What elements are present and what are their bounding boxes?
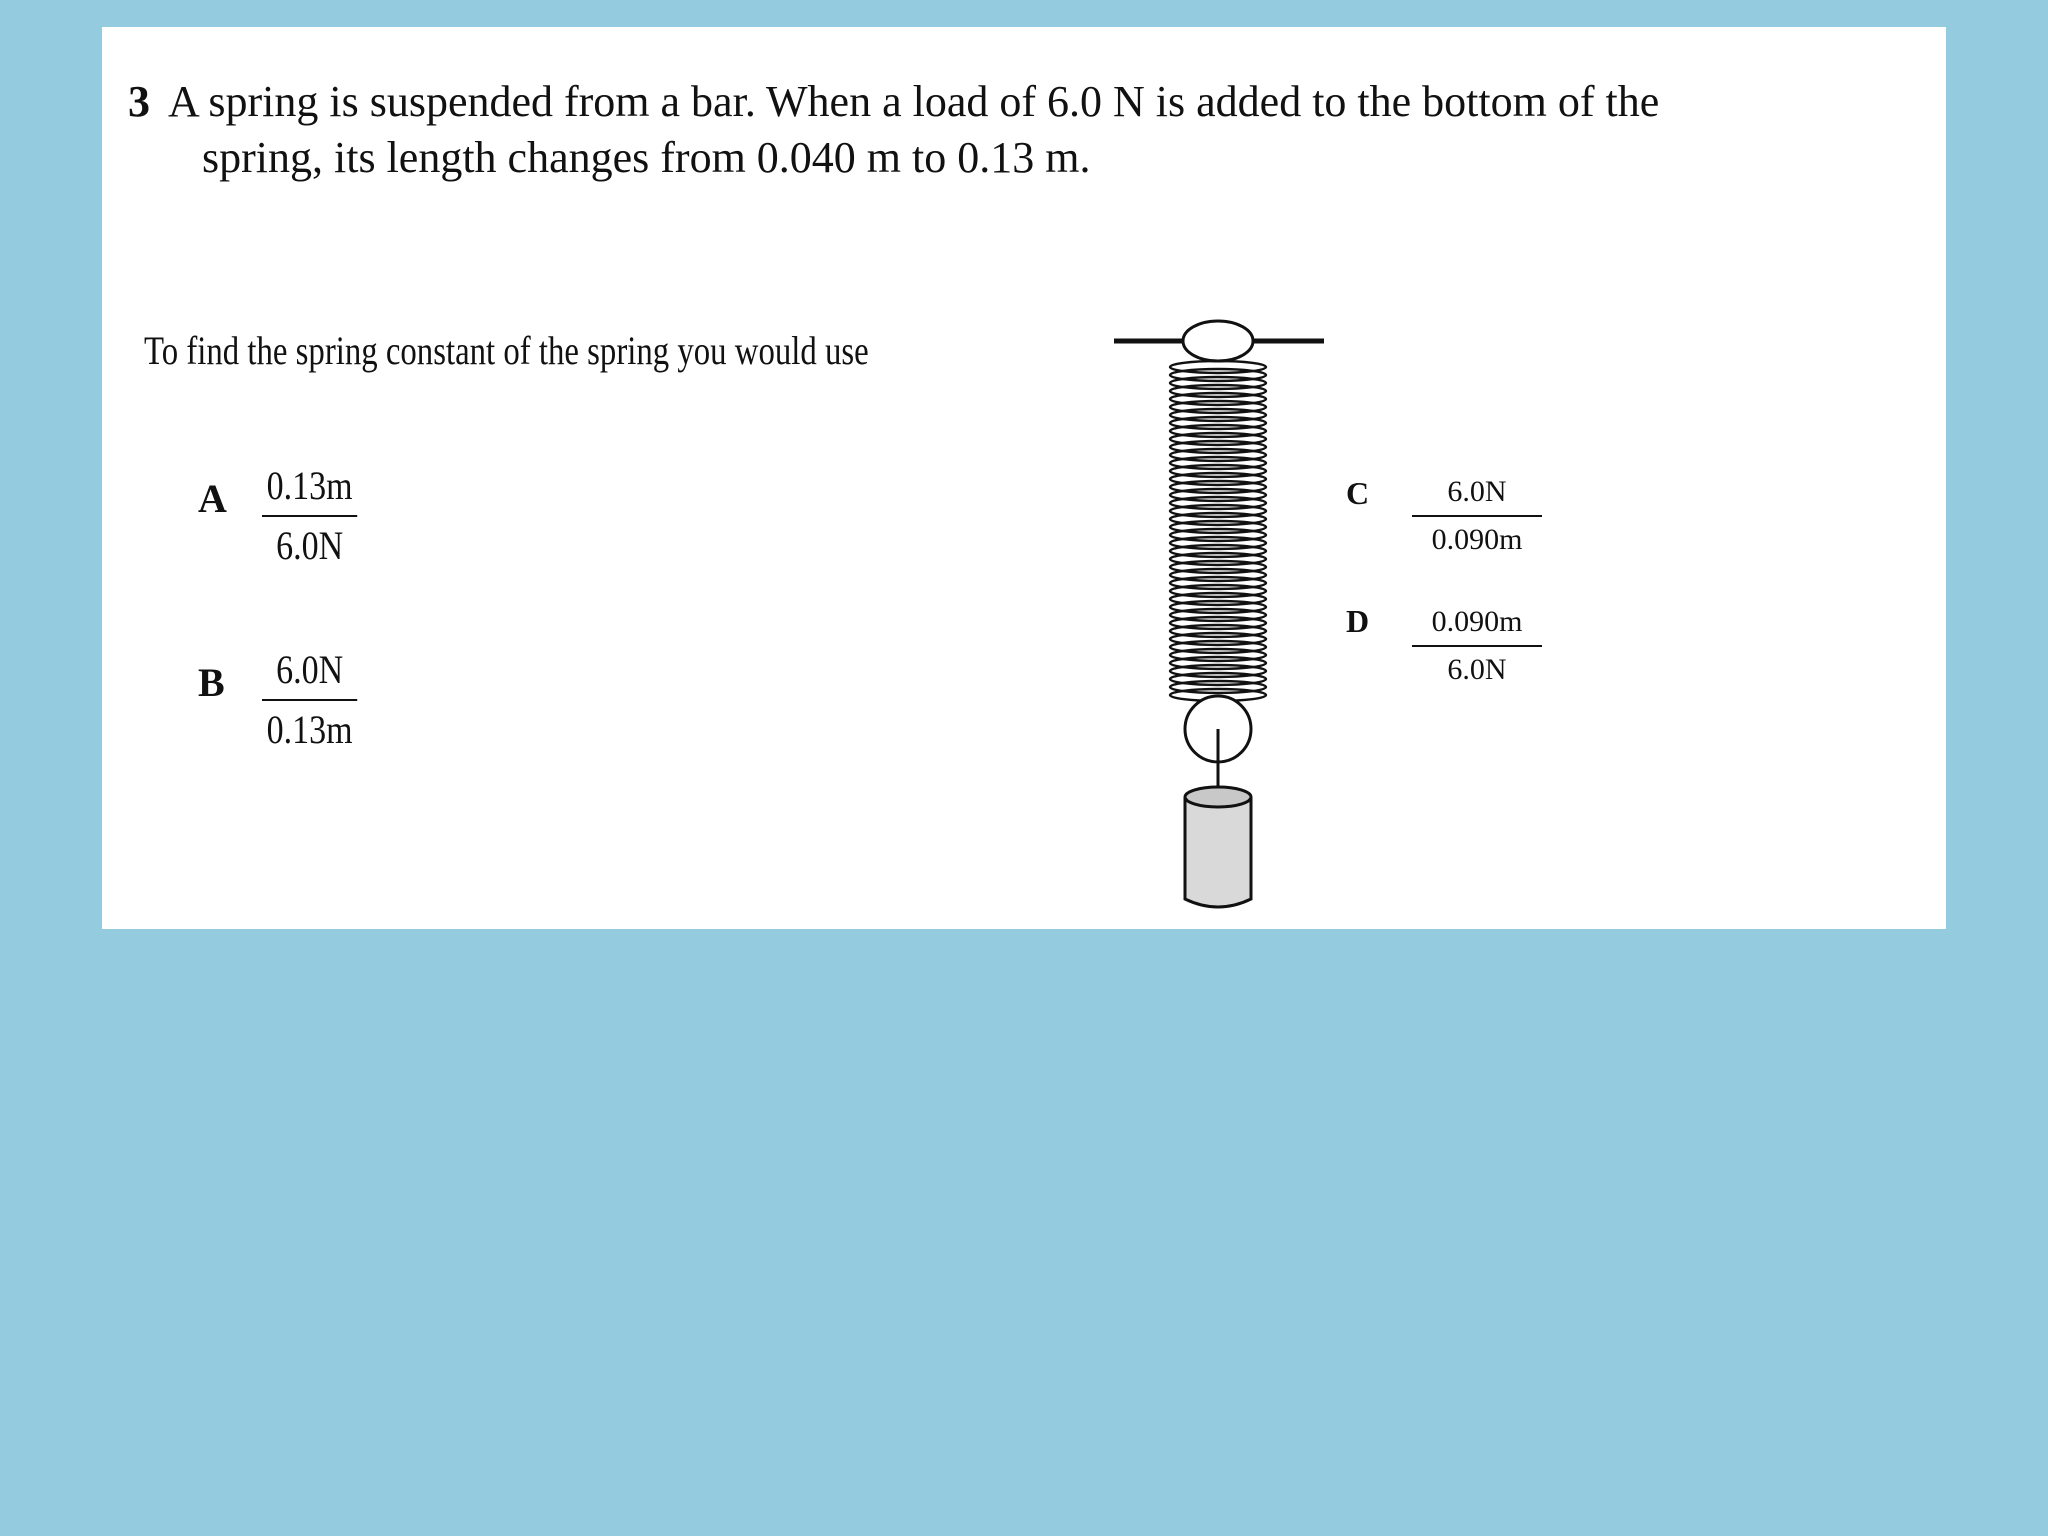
- option-d-denominator: 6.0N: [1447, 653, 1507, 686]
- option-c-denominator: 0.090m: [1431, 523, 1523, 556]
- option-b-fraction-bar: [262, 699, 357, 701]
- option-c-fraction-bar: [1412, 515, 1542, 517]
- option-a-numerator: 0.13m: [266, 463, 353, 508]
- question-text-1: A spring is suspended from a bar. When a load of 6.0 N is added to the bottom of the: [168, 77, 1660, 126]
- option-b-fraction[interactable]: [262, 647, 357, 753]
- option-a-fraction[interactable]: [262, 463, 357, 569]
- option-d-letter[interactable]: D: [1346, 603, 1370, 639]
- question-line-1: [128, 74, 1659, 130]
- option-a-denominator: 6.0N: [276, 523, 344, 568]
- option-d-numerator: 0.090m: [1431, 605, 1523, 638]
- instruction-text: To find the spring constant of the spring you would use: [144, 328, 869, 373]
- option-d-fraction[interactable]: [1412, 605, 1542, 687]
- option-b-numerator: 6.0N: [276, 647, 344, 692]
- spring-coils: [1170, 361, 1266, 701]
- load-mass-body: [1185, 797, 1251, 907]
- option-b-denominator: 0.13m: [266, 707, 353, 752]
- option-b-letter[interactable]: B: [198, 660, 225, 705]
- option-c-letter[interactable]: C: [1346, 475, 1370, 511]
- option-c-fraction[interactable]: [1412, 475, 1542, 557]
- spring-with-load-diagram: [1112, 317, 1332, 917]
- load-mass-top: [1185, 787, 1251, 807]
- option-c-numerator: 6.0N: [1447, 475, 1507, 508]
- question-card: [102, 27, 1946, 929]
- option-a-fraction-bar: [262, 515, 357, 517]
- question-number: 3: [128, 77, 150, 126]
- option-a-letter[interactable]: A: [198, 476, 227, 521]
- top-loop: [1183, 321, 1253, 361]
- option-d-fraction-bar: [1412, 645, 1542, 647]
- question-line-2: spring, its length changes from 0.040 m to 0.13 m.: [202, 133, 1091, 182]
